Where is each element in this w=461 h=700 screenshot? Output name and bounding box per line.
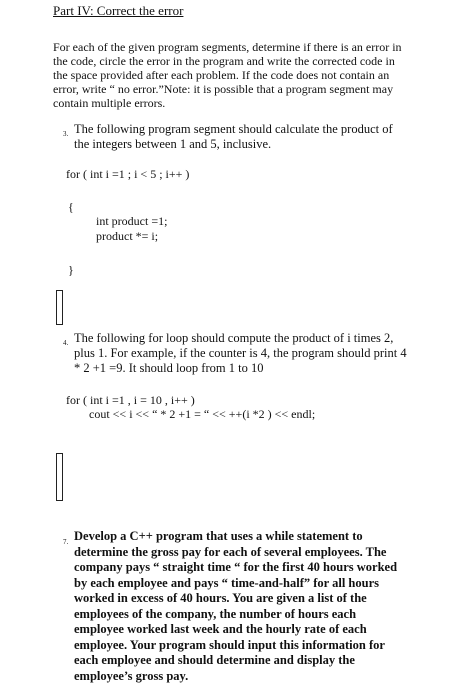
q3-code-line-1: int product =1; xyxy=(96,214,168,228)
question-4-number: 4. xyxy=(63,339,69,347)
q4-cout-line: cout << i << “ * 2 +1 = “ << ++(i *2 ) << endl; xyxy=(89,407,316,421)
question-4-text: The following for loop should compute the product of i times 2, plus 1. For example, if the counter is 4, the program should print 4 * 2 +1 =9. It should loop from 1 to 10 xyxy=(74,331,407,375)
q3-close-brace: } xyxy=(68,263,74,277)
q3-open-brace: { xyxy=(68,200,74,214)
question-7-text: Develop a C++ program that uses a while statement to determine the gross pay for each of several employees. The company pays “ straight time “ for the first 40 hours worked by each employee and pays “ time-and-half” for all hours worked in excess of 40 hours. You are given a list of the employees of the company, the number of hours each employee worked last week and the hourly rate of each employee. Your program should input this information for each employee and should determine and display the employee’s gross pay. xyxy=(74,529,398,683)
question-3-text: The following program segment should calculate the product of the integers between 1 and 5, inclusive. xyxy=(74,122,393,151)
q3-code-line-2: product *= i; xyxy=(96,229,159,243)
instructions-paragraph: For each of the given program segments, determine if there is an error in the code, circle the error in the program and write the corrected code in the space provided after each problem. If the code does not contain an error, write “ no error.”Note: it is possible that a program segment may contain multiple errors. xyxy=(53,40,402,110)
question-7-number: 7. xyxy=(63,538,69,546)
part-title: Part IV: Correct the error xyxy=(53,3,184,18)
question-3-number: 3. xyxy=(63,130,69,138)
q4-for-line: for ( int i =1 , i = 10 , i++ ) xyxy=(66,393,195,407)
q3-for-line: for ( int i =1 ; i < 5 ; i++ ) xyxy=(66,167,190,181)
q4-answer-box[interactable] xyxy=(56,453,63,501)
q3-answer-box[interactable] xyxy=(56,290,63,325)
